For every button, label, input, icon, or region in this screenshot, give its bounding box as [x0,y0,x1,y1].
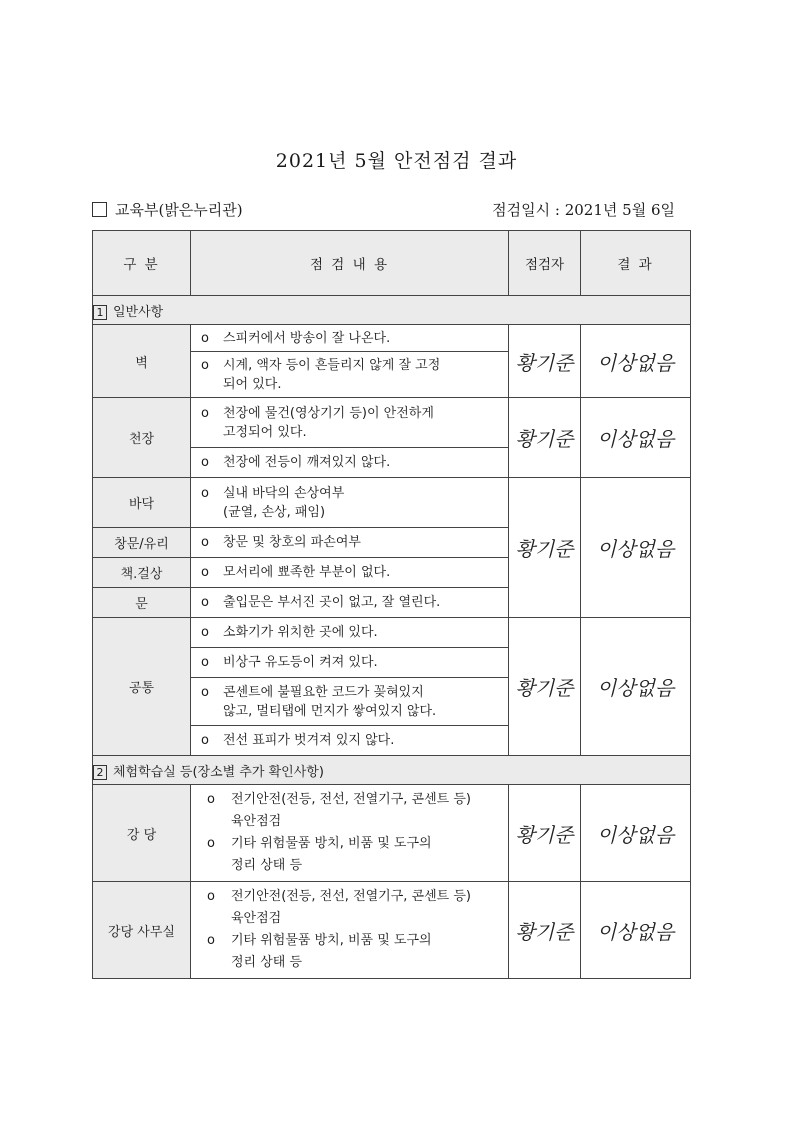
inspector-signature: 황기준 [509,325,581,398]
result-cell: 이상없음 [581,478,691,618]
check-item: o 스피커에서 방송이 잘 나온다. [191,325,509,352]
inspection-date: 점검일시 : 2021년 5월 6일 [492,201,675,219]
page-title: 2021년 5월 안전점검 결과 [275,150,518,172]
result-cell: 이상없음 [581,398,691,478]
check-item: o 전기안전(전등, 전선, 전열기구, 콘센트 등) 육안점검 o 기타 위험물품 방치, 비품 및 도구의 정리 상태 등 [191,882,509,979]
inspector-signature: 황기준 [509,882,581,979]
inspector-signature: 황기준 [509,785,581,882]
section-number: 1 [93,305,107,320]
category-cell: 천장 [93,398,191,478]
checkbox-icon[interactable] [92,202,107,217]
table-row [93,325,691,352]
check-item: o 출입문은 부서진 곳이 없고, 잘 열린다. [191,588,509,618]
category-cell: 강당 사무실 [93,882,191,979]
section-label: 체험학습실 등(장소별 추가 확인사항) [113,764,324,780]
place-label [92,199,243,220]
check-item: o 전기안전(전등, 전선, 전열기구, 콘센트 등) 육안점검 o 기타 위험물품 방치, 비품 및 도구의 정리 상태 등 [191,785,509,882]
category-cell: 책.걸상 [93,558,191,588]
section-general [93,296,691,325]
check-item: o 모서리에 뾰족한 부분이 없다. [191,558,509,588]
category-cell: 공통 [93,618,191,756]
check-item: o 천장에 전등이 깨져있지 않다. [191,448,509,478]
table-row [93,398,691,448]
section-row [93,296,691,325]
inspector-signature: 황기준 [509,478,581,618]
table-header-row [93,231,691,296]
category-cell: 바닥 [93,478,191,528]
category-cell: 창문/유리 [93,528,191,558]
check-item: o 비상구 유도등이 켜져 있다. [191,648,509,678]
header-content: 점 검 내 용 [191,231,509,296]
inspector-signature: 황기준 [509,398,581,478]
check-item: o 전선 표피가 벗겨져 있지 않다. [191,726,509,756]
section-label: 일반사항 [113,304,164,320]
check-item: o 창문 및 창호의 파손여부 [191,528,509,558]
check-item: o 실내 바닥의 손상여부 (균열, 손상, 패임) [191,478,509,528]
check-item: o 시계, 액자 등이 흔들리지 않게 잘 고정 되어 있다. [191,352,509,398]
check-item: o 콘센트에 불필요한 코드가 꽂혀있지 않고, 멀티탭에 먼지가 쌓여있지 않다. [191,678,509,726]
inspection-table [92,230,691,979]
check-item: o 소화기가 위치한 곳에 있다. [191,618,509,648]
header-category: 구 분 [93,231,191,296]
result-cell: 이상없음 [581,618,691,756]
category-cell: 문 [93,588,191,618]
section-row [93,756,691,785]
check-item: o 천장에 물건(영상기기 등)이 안전하게 고정되어 있다. [191,398,509,448]
section-experience [93,756,691,785]
section-number: 2 [93,765,107,780]
category-cell: 강 당 [93,785,191,882]
inspector-signature: 황기준 [509,618,581,756]
place-text: 교육부(밝은누리관) [115,201,243,219]
header-result: 결 과 [581,231,691,296]
result-cell: 이상없음 [581,785,691,882]
result-cell: 이상없음 [581,325,691,398]
table-row [93,478,691,528]
header-inspector: 점검자 [509,231,581,296]
result-cell: 이상없음 [581,882,691,979]
table-row [93,618,691,648]
table-row [93,882,691,979]
category-cell: 벽 [93,325,191,398]
table-row [93,785,691,882]
